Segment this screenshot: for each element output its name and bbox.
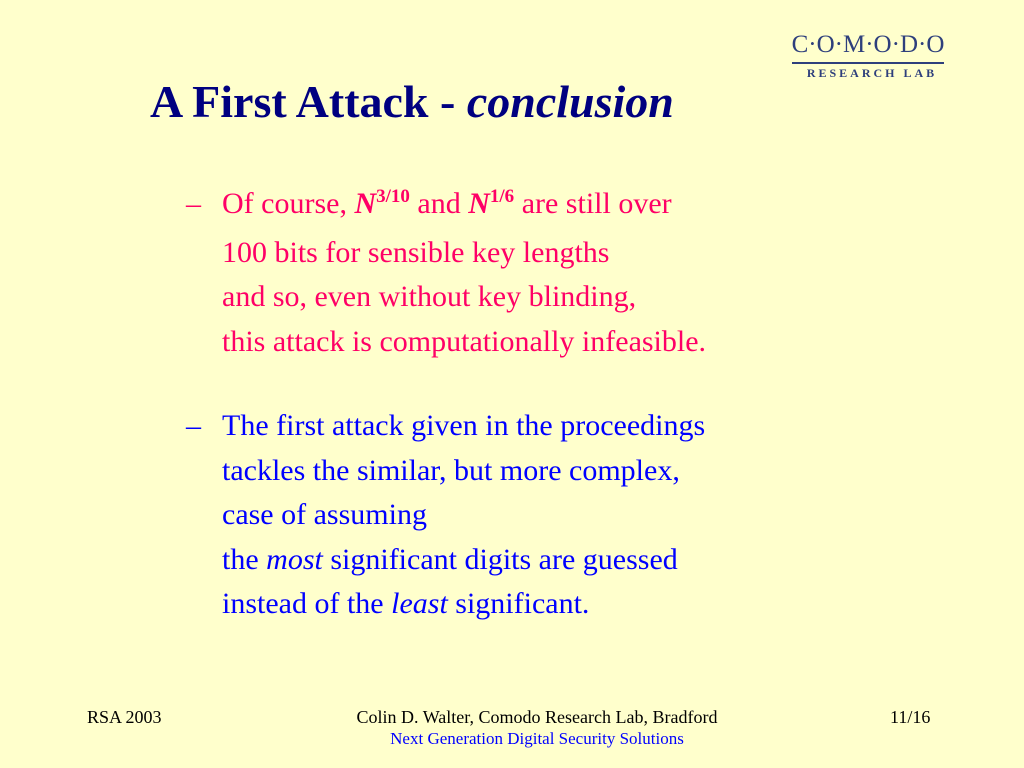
- footer-tagline: Next Generation Digital Security Solutions: [390, 729, 684, 748]
- footer-conference: RSA 2003: [87, 707, 162, 727]
- bullet-2-line-1: The first attack given in the proceedings: [222, 409, 706, 442]
- exponent: 3/10: [376, 186, 410, 207]
- text-run: Of course,: [222, 187, 355, 220]
- bullet-1-line-4: this attack is computationally infeasible.: [222, 324, 707, 358]
- emphasis-most: most: [266, 542, 323, 576]
- bullet-1-line-1: [222, 182, 706, 231]
- emphasis-least: least: [391, 587, 448, 620]
- text-run: significant digits are guessed: [322, 542, 678, 576]
- text-run: are still over: [514, 187, 672, 220]
- bullet-2-line-2: tackles the similar, but more complex,: [222, 453, 680, 487]
- bullet-point-2: [186, 404, 705, 627]
- slide-title: [150, 74, 674, 130]
- logo-wordmark: C·O·M·O·D·O: [791, 31, 945, 58]
- logo-subtitle: RESEARCH LAB: [806, 66, 938, 80]
- text-run: significant.: [447, 587, 590, 620]
- variable-n: N: [468, 187, 490, 220]
- text-run: and: [409, 187, 469, 220]
- footer-author-line: Colin D. Walter, Comodo Research Lab, Bradford: [356, 707, 718, 727]
- bullet-dash: –: [186, 187, 201, 220]
- bullet-2-line-5: [222, 582, 705, 627]
- footer-page-number: 11/16: [890, 707, 931, 727]
- logo-rule: [792, 62, 944, 64]
- title-emphasis: conclusion: [466, 76, 674, 127]
- exponent: 1/6: [489, 186, 515, 207]
- text-run: the: [222, 542, 267, 576]
- bullet-2-line-3: case of assuming: [222, 498, 427, 531]
- bullet-1-line-3: and so, even without key blinding,: [222, 280, 637, 313]
- comodo-logo: [748, 30, 988, 80]
- title-main: A First Attack -: [150, 76, 467, 127]
- bullet-dash: –: [186, 409, 201, 442]
- text-run: instead of the: [222, 587, 392, 620]
- variable-n: N: [354, 187, 377, 220]
- bullet-point-1: [186, 182, 706, 364]
- footer-author: [250, 706, 824, 750]
- bullet-1-line-2: 100 bits for sensible key lengths: [222, 235, 610, 269]
- bullet-2-line-4: [222, 538, 705, 583]
